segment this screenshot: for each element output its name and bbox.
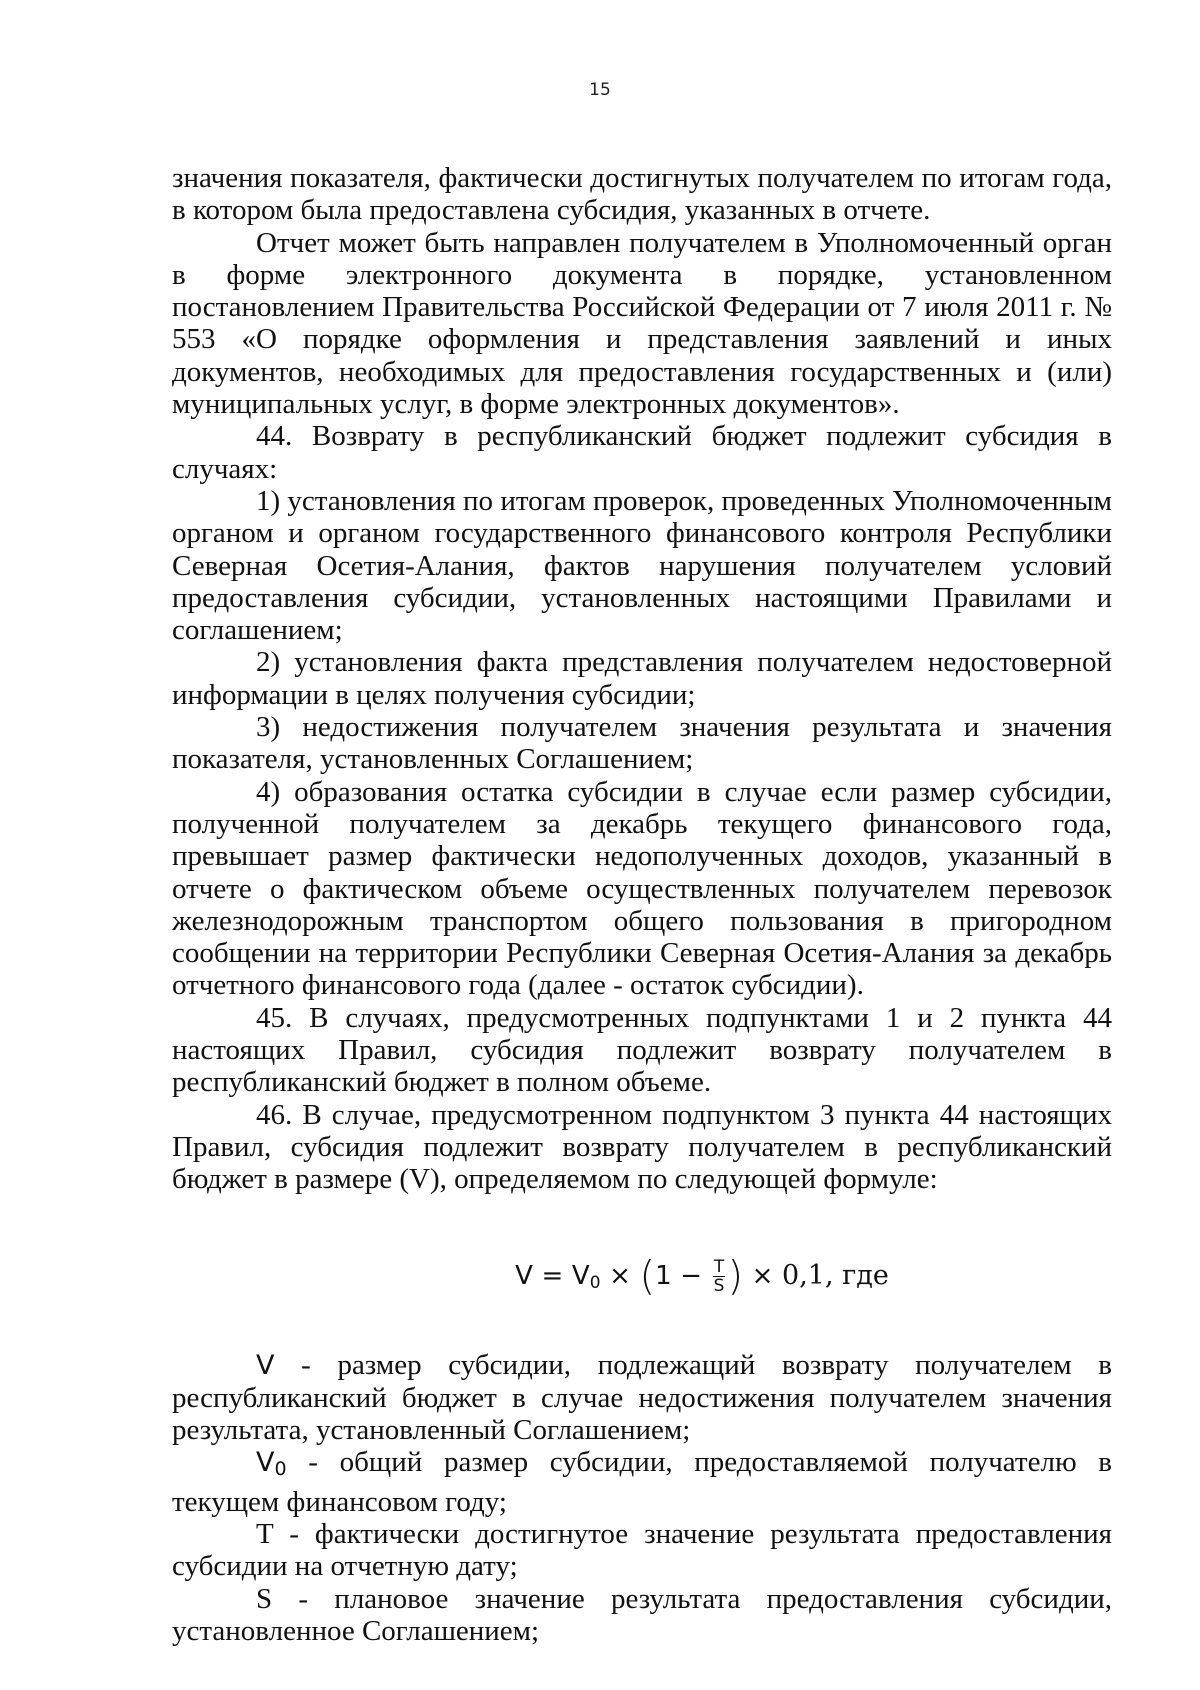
formula-minus: − [680,1260,703,1291]
formula-fraction-denominator: S [713,1275,725,1296]
formula-v0 [572,1261,601,1291]
definition-s [172,1583,1112,1648]
formula-times-2: × [751,1260,774,1291]
formula [172,1254,1112,1305]
formula-fraction-numerator: T [713,1256,725,1277]
formula-close-paren: ) [727,1253,744,1299]
formula-v0-base: V [571,1260,590,1291]
definition-v0 [172,1446,1112,1518]
paragraph-report-submission: Отчет может быть направлен получателем в Уполномоченный орган в форме электронного документа в порядке, установленном постановлением Правительства Российской Федерации от 7 июля 2011 г. № 553 «О порядке оформления и представления заявлений и иных документов, необходимых для предоставления государственных и (или) муниципальных услуг, в форме электронных документов». [172,226,1112,421]
paragraph-46: 46. В случае, предусмотренном подпунктом 3 пункта 44 настоящих Правил, субсидия подлежит возврату получателем в республиканский бюджет в размере (V), определяемом по следующей формуле: [172,1098,1112,1196]
formula-open-paren: ( [639,1253,656,1299]
paragraph-continuation: значения показателя, фактически достигнутых получателем по итогам года, в котором была предоставлена субсидия, указанных в отчете. [172,162,1112,227]
definition-v0-symbol [256,1447,287,1481]
paragraph-44-item-2: 2) установления факта представления получателем недостоверной информации в целях получения субсидии; [172,646,1112,711]
definition-t-symbol: T [256,1517,274,1550]
definition-v0-symbol-sub: 0 [274,1458,287,1481]
paragraph-44-item-4: 4) образования остатка субсидии в случае если размер субсидии, полученной получателем за декабрь текущего финансового года, превышает размер фактически недополученных доходов, указанный в отчете о фактическом объеме осуществленных получателем перевозок железнодорожным транспортом общего пользования в пригородном сообщении на территории Республики Северная Осетия-Алания за декабрь отчетного финансового года (далее - остаток субсидии). [172,775,1112,1002]
definition-t-text: - фактически достигнутое значение результата предоставления субсидии на отчетную дату; [172,1517,1112,1583]
formula-v0-sub: 0 [589,1272,601,1293]
definition-v-text: - размер субсидии, подлежащий возврату получателем в республиканский бюджет в случае недостижения получателем значения результата, установленный Соглашением; [172,1348,1112,1447]
definition-t [172,1518,1112,1583]
paragraph-44: 44. Возврату в республиканский бюджет подлежит субсидия в случаях: [172,420,1112,485]
formula-lhs: V [515,1260,533,1291]
formula-one: 1 [655,1260,672,1291]
definition-v0-text: - общий размер субсидии, предоставляемой получателю в текущем финансовом году; [172,1446,1112,1518]
formula-times-1: × [609,1260,631,1291]
definition-v0-symbol-base: V [256,1447,275,1479]
definition-s-symbol: S [256,1582,273,1615]
paragraph-44-item-3: 3) недостижения получателем значения результата и значения показателя, установленных Соглашением; [172,711,1112,776]
paragraph-44-item-1: 1) установления по итогам проверок, проведенных Уполномоченным органом и органом государственного финансового контроля Республики Северная Осетия-Алания, фактов нарушения получателем условий предоставления субсидии, установленных настоящими Правилами и соглашением; [172,484,1112,647]
formula-fraction [713,1258,726,1295]
page-number: 15 [589,80,611,100]
definition-v-symbol: V [256,1349,275,1381]
definition-s-text: - плановое значение результата предоставления субсидии, установленное Соглашением; [172,1582,1112,1647]
formula-tail: 0,1, где [782,1259,889,1291]
formula-equals: = [541,1260,564,1291]
paragraph-45: 45. В случаях, предусмотренных подпунктами 1 и 2 пункта 44 настоящих Правил, субсидия подлежит возврату получателем в республиканский бюджет в полном объеме. [172,1001,1112,1099]
definition-v [172,1349,1112,1447]
document-body [172,162,1112,1647]
